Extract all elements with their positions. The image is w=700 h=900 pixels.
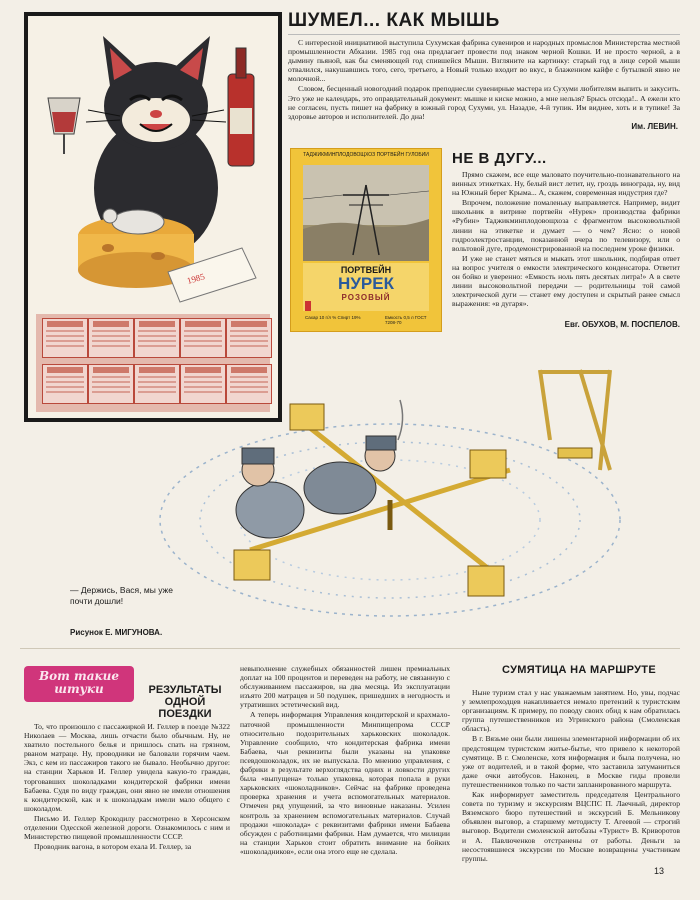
article-signature-obukhov: Евг. ОБУХОВ, М. ПОСПЕЛОВ. — [564, 320, 680, 329]
paragraph: С интересной инициативой выступила Сухумская фабрика сувениров и народных промыслов Министерства местной промышленности Абхазии. 1985 год она предлагает провести под знаком черной Кошки. И не просто черной, а в дымину пьяной, как бы сменяющей год спившейся Мыши. Взгляните на картинку: старый год в лице серой мыши отвалился, накушавшись того, сего, третьего, а Новый только входит во вкус, в блаженном кайфе с бутылкой явно не молочной... — [288, 38, 680, 84]
calendar-month-block — [42, 364, 88, 404]
title-line: ПОЕЗДКИ — [158, 708, 212, 720]
paragraph: То, что произошло с пассажиркой И. Геллер в поезде №322 Николаев — Москва, лишь отчасти было обычным. Ну, не хватило постельного белья и пришлось спать на грязном, рваном матраце. Ну, проводники не баловали горячим чаем. Экз, с кем из пассажиров такого не бывало. Необычно другое: на станции Харьков И. Геллер увидела какую-то граждан, торговавших шоколадками кондитерской фабрики имени Бабаева. Судя по виду граждан, они явно не имели отношения к кондитерской, как и к шоколадкам имели мало общего с шоколадом. — [24, 722, 230, 813]
wine-label-volume: Емкость 0,5 л ГОСТ 7208-70 — [385, 315, 427, 325]
article-title-ne-v-dugu: НЕ В ДУГУ... — [452, 150, 547, 167]
cartoon-credit: Рисунок Е. МИГУНОВА. — [70, 628, 163, 637]
wine-brand: НУРЕК — [338, 274, 394, 293]
wine-variety: РОЗОВЫЙ — [341, 293, 391, 302]
calendar-month-block — [88, 318, 134, 358]
article-body-sumyatitsa — [462, 688, 680, 864]
page-number: 13 — [654, 866, 665, 876]
article-title-rezultaty — [142, 684, 228, 720]
paragraph: Ныне туризм стал у нас уважаемым занятием. Но, увы, подчас у землепроходцев накапливается немало претензий к туристским организациям. К примеру, по поводу своих обид к нам обратилась группа путешественников из Угринского района (Смоленская область). — [462, 688, 680, 734]
power-line-photo — [303, 165, 429, 261]
paragraph: Прямо скажем, все еще маловато поучительно-познавательного на винных этикетках. Ну, белый вист летит, ну, гроздь винограда, ну, вид на Южный берег Крыма... А, скажем, современная индустрия где? — [452, 170, 680, 198]
calendar-month-block — [88, 364, 134, 404]
article-body-rezultaty-col2 — [240, 664, 450, 857]
wine-label — [290, 148, 442, 332]
paragraph: Письмо И. Геллер Крокодилу рассмотрено в Херсонском отделении Одесской железной дороги. Ознакомилось с ним и Министерство пищевой промышленности СССР. — [24, 813, 230, 842]
wine-label-top-text: ТАДЖИКМИНПЛОДОВОЩХОЗ ПОРТВЕЙН ГУЛОБИИ — [303, 152, 429, 158]
paragraph: Словом, бесценный новогодний подарок преподнесли сувенирные мастера из Сухуми любителям выпить и закусить. Это уже не календарь, это оправдательный документ: мышке и киске можно, а мне нельзя? Брысь отсюда!.. А ежели кто не согласен, пусть пишет на фабрику в южный город Сухуми, ул. Назадзе, 4-й тупик. Им виднее, хоть и в тупике! За здоровье авторов и исполнителей. До дна! — [288, 84, 680, 121]
title-line: ОДНОЙ — [164, 696, 206, 708]
calendar-month-block — [180, 318, 226, 358]
article-body-rezultaty-col1 — [24, 722, 230, 852]
title-line: РЕЗУЛЬТАТЫ — [148, 684, 222, 696]
section-divider — [20, 648, 680, 649]
cartoon-caption: — Держись, Вася, мы уже почти дошли! — [70, 585, 173, 606]
paragraph: И уже не станет мяться и мыкать этот школьник, подбирая ответ на вопрос учителя о емкости электрического конденсатора. Ответит он бойко и уверенно: «Емкость ноль пять десятых литра!» А в свете линии высоковольтной передачи — родительницы той самой электрической дуги — станет ему доступен и скрытый ранее смысл выражения: «в дугаря». — [452, 253, 680, 309]
wine-label-name-panel — [303, 263, 429, 311]
calendar-month-block — [226, 318, 272, 358]
stamp-text: Вот такие штуки — [39, 669, 119, 696]
article-title-sumyatitsa: СУМЯТИЦА НА МАРШРУТЕ — [502, 664, 656, 676]
article-body-ne-v-dugu — [452, 170, 680, 309]
paragraph: Впрочем, положение помаленьку выправляется. Например, видит школьник в витрине портвейн «Нурек» производства фабрики «Рубин» Таджикминплодовощхоза с фрагментом высоковольтной линии на этикетке и думает — о чем? Ясно: о новой гидроэлектростанции, показанной вчера по телевизору, или о вольтовой дуге, продемонстрированной на последнем уроке физики. — [452, 198, 680, 253]
vot-takie-shtuki-stamp — [24, 666, 134, 702]
paragraph: Как информирует заместитель председателя Центрального совета по туризму и экскурсиям ВЦСПС П. Лаечный, директор Вяземского бюро путешествий и экскурсий Б. Мельникову объявлен выговор, а старшему методисту Т. Агеевой — строгий выговор. Водители смоленской автобазы «Турист» В. Криворотов и А. Павлюченков отстранены от работы. Деньги за несостоявшиеся экскурсии по Москве возвращены участникам группы. — [462, 790, 680, 863]
paragraph: А теперь информация Управления кондитерской и крахмало-паточной промышленности Минпищепрома СССР относительно подозрительных харьковских шоколадок. Управление сообщило, что кондитерская фабрика имени Бабаева, чьи реквизиты были указаны на упаковке псевдошоколадок, их не выпускала. По мнению управления, с фабрики в результате верхоглядства одних и ловкости других была «выпущена» только упаковка, которая попала в руки харьковских «шоколадников». Сейчас на фабрике проведена проверка хранения и учета вспомогательных материалов. Отмечен ряд упущений, за что виновные наказаны. Усилен контроль за хранением вспомогательных материалов. Случай продажи «шоколада» с реквизитами фабрики имени Бабаева обсужден с работницами фабрики. Нам думается, что милиции на станции Харьков стоит обратить внимание на бойких «шоколадников», если она этого еще не сделала. — [240, 710, 450, 856]
wine-type: ПОРТВЕЙН — [340, 265, 392, 275]
article-title-shumel: ШУМЕЛ... КАК МЫШЬ — [288, 10, 500, 31]
calendar-month-block — [134, 318, 180, 358]
paragraph: Проводник вагона, в котором ехала И. Геллер, за — [34, 842, 192, 852]
wine-label-sugar: Сахар 10 г/л % Спирт 19% — [305, 315, 361, 320]
title-divider — [288, 34, 680, 35]
article-signature-levin: Им. ЛЕВИН. — [631, 122, 678, 131]
red-tag-icon — [305, 301, 311, 311]
seesaw-cartoon — [150, 360, 690, 640]
paragraph: невыполнение служебных обязанностей лишен премиальных доплат на 100 процентов и переведен на работу, не связанную с обслуживанием пассажиров, на два месяца. Из эксплуатации изъято 200 матрацев и 50 подушек, пришедших в негодность и утративших эстетический вид. — [240, 664, 450, 710]
svg-text:1985: 1985 — [185, 271, 206, 286]
paragraph: В г. Вязьме они были лишены элементарной информации об их предстоящем туристском житье-бытье, что привело к некоторой сумятице. В г. Смоленске, хотя информация и была получена, но уже от водителей, и в такой форме, что заставила затуманиться даже очки автобусов. Наконец, в Москве гиды провели путешественников только по части запланированного маршрута. — [462, 734, 680, 789]
article-body-shumel — [288, 38, 680, 122]
calendar-month-block — [42, 318, 88, 358]
